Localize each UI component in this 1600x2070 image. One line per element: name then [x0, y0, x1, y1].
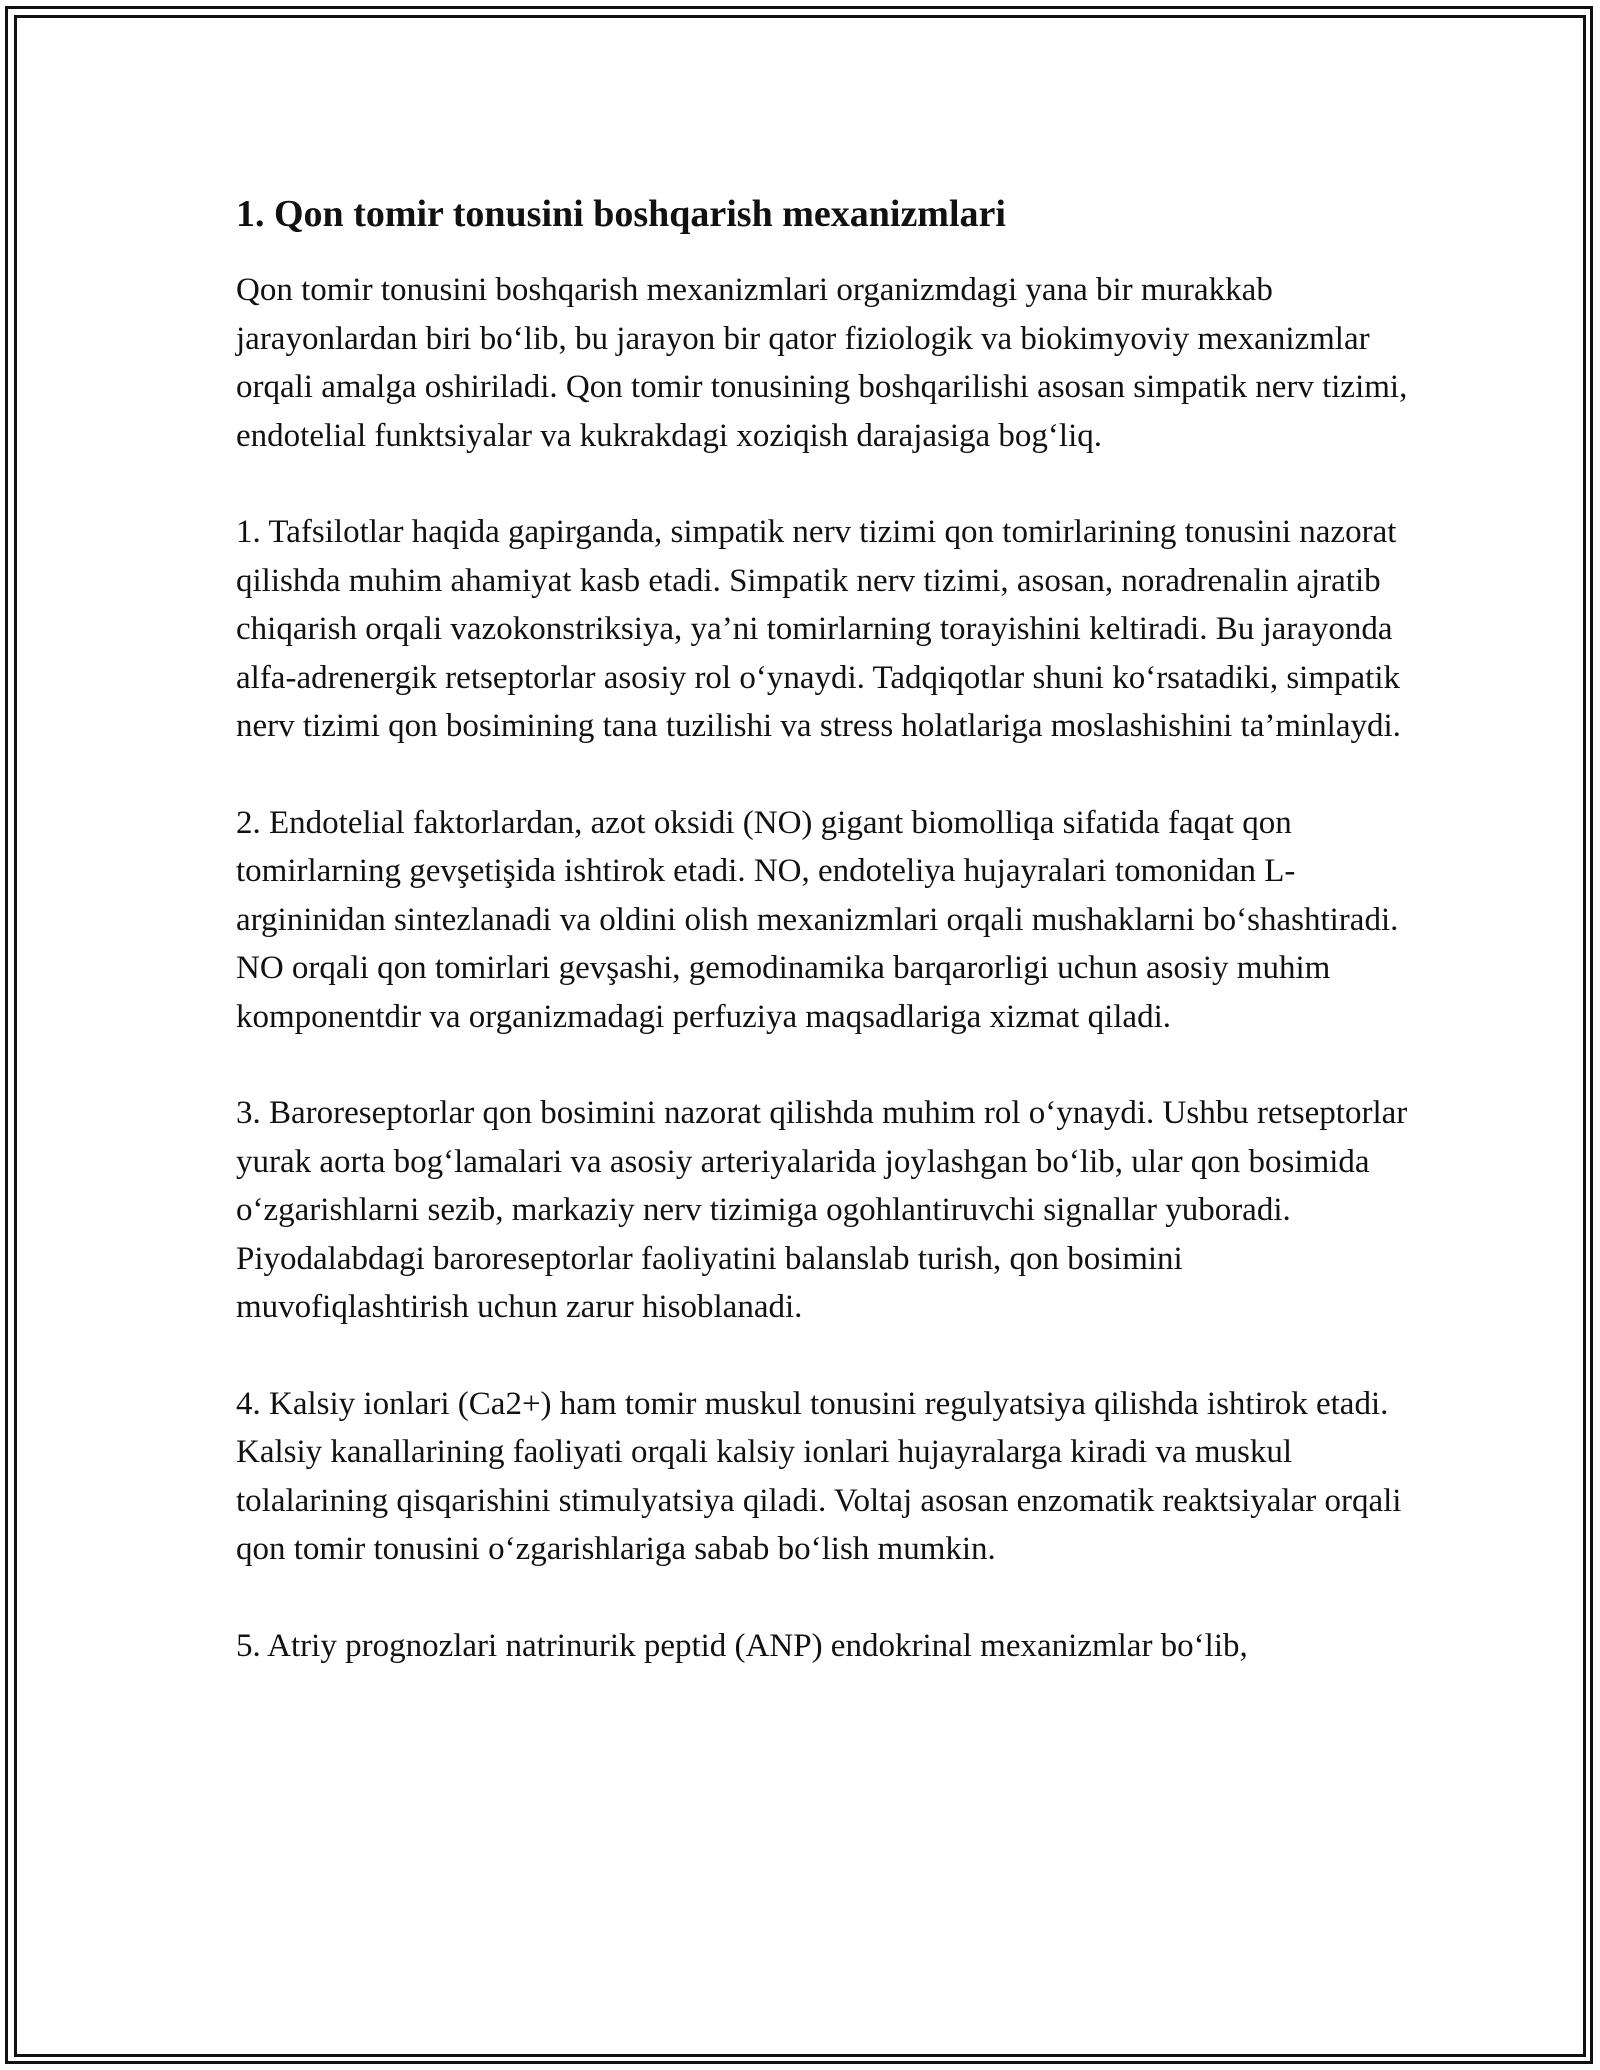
paragraph-baroreceptors: 3. Baroreseptorlar qon bosimini nazorat qilishda muhim rol o‘ynaydi. Ushbu retseptorlar yurak aorta bog‘lamalari va asosiy arteriyalarida joylashgan bo‘lib, ular qon bosimida o‘zgarishlarni sezib, markaziy nerv tizimiga ogohlantiruvchi signallar yuboradi. Piyodalabdagi baroreseptorlar faoliyatini balanslab turish, qon bosimini muvofiqlashtirish uchun zarur hisoblanadi.	[236, 1095, 1408, 1325]
intro-paragraph: Qon tomir tonusini boshqarish mexanizmlari organizmdagi yana bir murakkab jarayonlardan biri bo‘lib, bu jarayon bir qator fiziologik va biokimyoviy mexanizmlar orqali amalga oshiriladi. Qon tomir tonusining boshqarilishi asosan simpatik nerv tizimi, endotelial funktsiyalar va kukrakdagi xoziqish darajasiga bog‘liq.	[236, 272, 1408, 454]
paragraph-calcium-ions: 4. Kalsiy ionlari (Ca2+) ham tomir muskul tonusini regulyatsiya qilishda ishtirok etadi. Kalsiy kanallarining faoliyati orqali kalsiy ionlari hujayralarga kiradi va muskul tolalarining qisqarishini stimulyatsiya qiladi. Voltaj asosan enzomatik reaktsiyalar orqali qon tomir tonusini o‘zgarishlariga sabab bo‘lish mumkin.	[236, 1385, 1402, 1567]
paragraph-atrial-natriuretic-peptide: 5. Atriy prognozlari natrinurik peptid (ANP) endokrinal mexanizmlar bo‘lib,	[236, 1627, 1248, 1664]
paragraph-sympathetic-nervous-system: 1. Tafsilotlar haqida gapirganda, simpatik nerv tizimi qon tomirlarining tonusini nazorat qilishda muhim ahamiyat kasb etadi. Simpatik nerv tizimi, asosan, noradrenalin ajratib chiqarish orqali vazokonstriksiya, ya’ni tomirlarning torayishini keltiradi. Bu jarayonda alfa-adrenergik retseptorlar asosiy rol o‘ynaydi. Tadqiqotlar shuni ko‘rsatadiki, simpatik nerv tizimi qon bosimining tana tuzilishi va stress holatlariga moslashishini ta’minlaydi.	[236, 514, 1401, 744]
paragraph-endothelial-factors: 2. Endotelial faktorlardan, azot oksidi (NO) gigant biomolliqa sifatida faqat qon tomirlarning gevşetişida ishtirok etadi. NO, endoteliya hujayralari tomonidan L-argininidan sintezlanadi va oldini olish mexanizmlari orqali mushaklarni bo‘shashtiradi. NO orqali qon tomirlari gevşashi, gemodinamika barqarorligi uchun asosiy muhim komponentdir va organizmadagi perfuziya maqsadlariga xizmat qiladi.	[236, 804, 1399, 1035]
document-body	[236, 188, 1416, 1718]
section-heading: 1. Qon tomir tonusini boshqarish mexanizmlari	[236, 193, 1006, 235]
